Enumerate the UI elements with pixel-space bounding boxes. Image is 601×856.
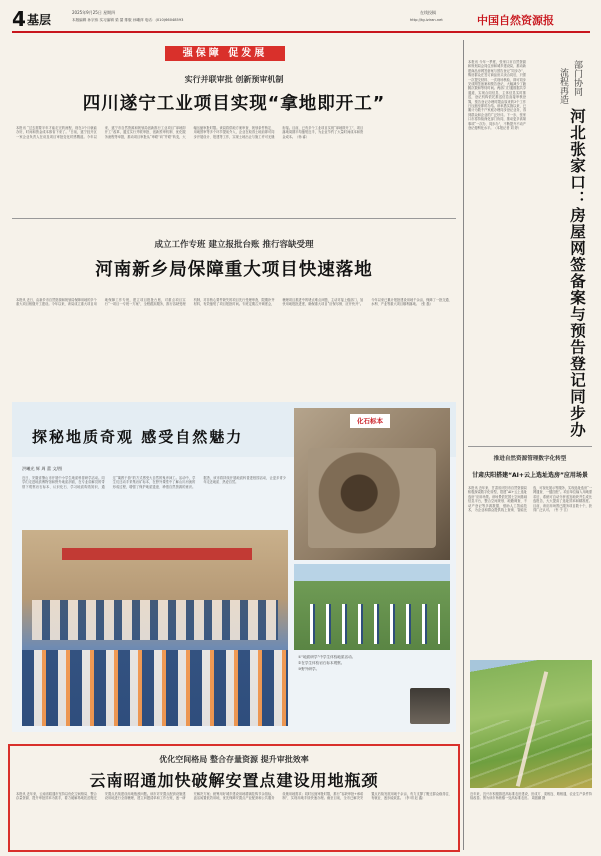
photo-stamp xyxy=(350,414,390,428)
farmland-fields xyxy=(470,720,592,788)
page-header xyxy=(12,6,590,32)
article-yunnan-body: 本报讯 近年来，云南省昭通市坚持以优化空间格局、整合存量资源、提升审批效率为抓手，着力破解易地扶贫搬迁安置点后续建设用地瓶颈问题。该市对安置点配套设施建设用地进行全面梳理，建立问题清单和工作台账，逐一研究解决方案；统筹用好城乡建设用地增减挂钩节余指标，盘活闲置低效用地，优先保障安置点产业配套和公共服务设施用地需求；同时压缩审批时限，推行“容缺审批+承诺制”，实现用地手续快速办理。截至目前，全市已解决安置点后续发展用地千余亩，有力支撑了搬迁群众稳得住、有就业、逐步能致富。（李 明 赵 鑫） xyxy=(16,792,452,801)
caption-2: ②在学生体验岩石标本观察。 xyxy=(298,661,345,665)
submission-label: 在线投稿 xyxy=(420,10,436,15)
article-geology-body: 近日，安徽省肇山市开展中小学生地质科普研学活动。同学们走进地质博物馆和野外地质剖面，在专业讲解员的带领下观察岩石标本、认识化石、学习地质构造知识，通过“寓教于游”的方式感受大自然的鬼斧神工。活动中，学生们还动手采集岩矿标本，在野外课堂中了解山川河流的形成过程，增强了保护地质遗迹、珍惜自然资源的意识。据悉，该市将持续开展地质科普进校园活动，让更多青少年走近地质、热爱自然。 xyxy=(22,476,286,489)
article-sichuan-headline: 四川遂宁工业项目实现“拿地即开工” xyxy=(82,94,386,114)
editor-line: 本版编辑 孙宗伟 实习编辑 梁 蔷 排版 孙曦萍 电话：(010)66048593 xyxy=(72,18,184,22)
issue-date: 2025年9月25日 星期四 xyxy=(72,10,116,15)
sidebar-hebei-body: 本报讯 今年一季度，张家口市自然资源和规划局会同住房和城乡建设局，推动新建商品房网签备案与预告登记“同步办”，购房群众在签订商品房买卖合同后，只需一次提交材料、一次现场核验，即可同步完成网签备案和预告登记，大幅减少了跑腿次数和等待时间。两部门打通数据共享通道，实现合同信息、主体信息实时推送，登记机构依托推送信息直接审核登簿，预告登记办理时限由原来的3个工作日压缩至即时办结。该举措实施以来，已累计为数千户家庭办理同步登记业务，得到群众和企业的广泛好评。下一步，张家口市将持续深化部门协同，推动更多高频事项“一次办、同步办”，不断提升不动产登记便利化水平。（本报记者 刘 婷） xyxy=(468,60,526,131)
fossil-slab xyxy=(308,448,436,548)
sidebar-gansu-body: 本报讯 近年来，甘肃省庆阳市自然资源局积极探索数字化转型，搭建“AI+云上选址选房”应用场景。该场景依托国土空间基础信息平台，整合空间规划、地籍调查、不动产登记等多源数据，借助人工智能技术，为企业和群众提供线上查询、智能比选、可视化展示等服务，实现选址选房“一网通查、一键匹配”。项目单位输入用地需求后，系统可自动分析适宜地块并生成比选报告，大大提高了选址效率和精准度。目前，该应用场景已服务项目数十个，获得广泛认可。（韦 子 江） xyxy=(468,486,592,513)
photo-students-group xyxy=(22,530,288,726)
sidebar-gansu xyxy=(468,450,592,650)
article-sichuan-body: 本报讯 “过去需要半年才能走完的流程，现在3个月就能办好，时间和资金成本都省下来了。”日前，遂宁经开区一家企业负责人在谈及项目审批变化时感慨道。今年以来，遂宁市自然资源和规划局创新推行工业项目“拿地即开工”改革，通过实行并联审批、创新预审机制、优化服务流程等举措，推动项目审批从“串联”向“并联”转变，大幅压缩审批时限。该局将供地方案审查、规划条件核定、用地预审等多个环节提前介入，企业在取得土地前即可同步开展设计、报建等工作，实现土地出让与施工许可无缝衔接。目前，已有多个工业项目实现“拿地即开工”，项目落地周期平均缩短近半，为企业节约了大量时间成本和资金成本。（杨 睿） xyxy=(16,126,364,139)
article-sichuan-kicker: 实行并联审批 创新预审机制 xyxy=(184,74,284,84)
field-figures xyxy=(304,604,440,644)
article-yunnan-headline: 云南昭通加快破解安置点建设用地瓶颈 xyxy=(89,771,379,790)
article-henan-kicker: 成立工作专班 建立报批台账 推行容缺受理 xyxy=(154,240,314,250)
article-geology-byline: 洪曦光 辉 周 蕾 文/图 xyxy=(22,466,63,471)
article-geology-headline: 探秘地质奇观 感受自然魅力 xyxy=(32,428,244,446)
tag-cooperation: 部门协同 xyxy=(572,60,582,96)
sidebar-divider xyxy=(463,40,464,850)
farmland-caption: 近年来，宜兴市积极推进高标准农田建设，田成方、渠相连、路相通，农业生产条件持续改善。图为该市杨巷镇一处高标准农田。 周振鹏 摄 xyxy=(470,792,592,801)
photo-front-row xyxy=(22,650,288,726)
sidebar-hebei-headline: 河北张家口：房屋网签备案与预告登记同步办 xyxy=(568,108,586,438)
photo-captions xyxy=(298,654,418,724)
article-henan-headline: 河南新乡局保障重大项目快速落地 xyxy=(95,260,373,280)
article-henan-body: 本报讯 近日，由新乡市自然资源和规划局保障用地的多个重大项目相继开工建设。今年以来，该局成立重大项目用地保障工作专班，建立项目报批台账，对重点项目实行“一项目一专班一方案”，全程跟踪服务，推行容缺受理机制，对非核心要件缺失的项目先行受理审查，限期补齐材料，有效缩短了项目报批时间。专班定期召开调度会，梳理项目推进中的堵点难点问题，主动对接上级部门，加快用地报批进度，确保重大项目“应保尽保、应开快开”。今年以来已累计报批建设用地千余亩，保障了一批交通、水利、产业等重大项目顺利落地。（张 磊） xyxy=(16,298,452,307)
banner-label: 强保障 促发展 xyxy=(182,48,268,59)
photo-farmland xyxy=(470,660,592,788)
photo-field-inset xyxy=(410,688,450,724)
page-number: 4 xyxy=(12,7,26,31)
sidebar-gansu-kicker: 推进自然资源管理数字化转型 xyxy=(493,456,567,462)
photo-banner-strip xyxy=(62,548,252,560)
submission-url[interactable]: http://tg.iziran.net xyxy=(410,18,443,22)
photo-back-row xyxy=(32,600,278,640)
photo-field-study xyxy=(294,564,450,650)
section-name: 基层 xyxy=(27,13,52,27)
caption-3: ③野外研学。 xyxy=(298,667,320,671)
article-sichuan xyxy=(12,66,456,216)
tag-process: 流程再造 xyxy=(558,68,568,104)
caption-1: ①“地质研学”中学生体验地质活动。 xyxy=(298,655,356,659)
sidebar-hebei xyxy=(468,40,592,440)
article-yunnan xyxy=(8,744,460,852)
article-yunnan-kicker: 优化空间格局 整合存量资源 提升审批效率 xyxy=(159,754,309,764)
divider-1 xyxy=(12,218,456,219)
article-henan xyxy=(12,222,456,396)
paper-name: 中国自然资源报 xyxy=(477,14,554,27)
header-rule xyxy=(12,31,590,33)
sidebar-gansu-headline: 甘肃庆阳搭建“AI+云上选址选房”应用场景 xyxy=(472,472,588,479)
article-geology xyxy=(12,402,456,732)
topic-banner xyxy=(165,46,285,61)
sidebar-rule xyxy=(468,446,592,447)
photo-stamp-label: 化石标本 xyxy=(357,417,383,425)
photo-fossil-display xyxy=(294,408,450,560)
